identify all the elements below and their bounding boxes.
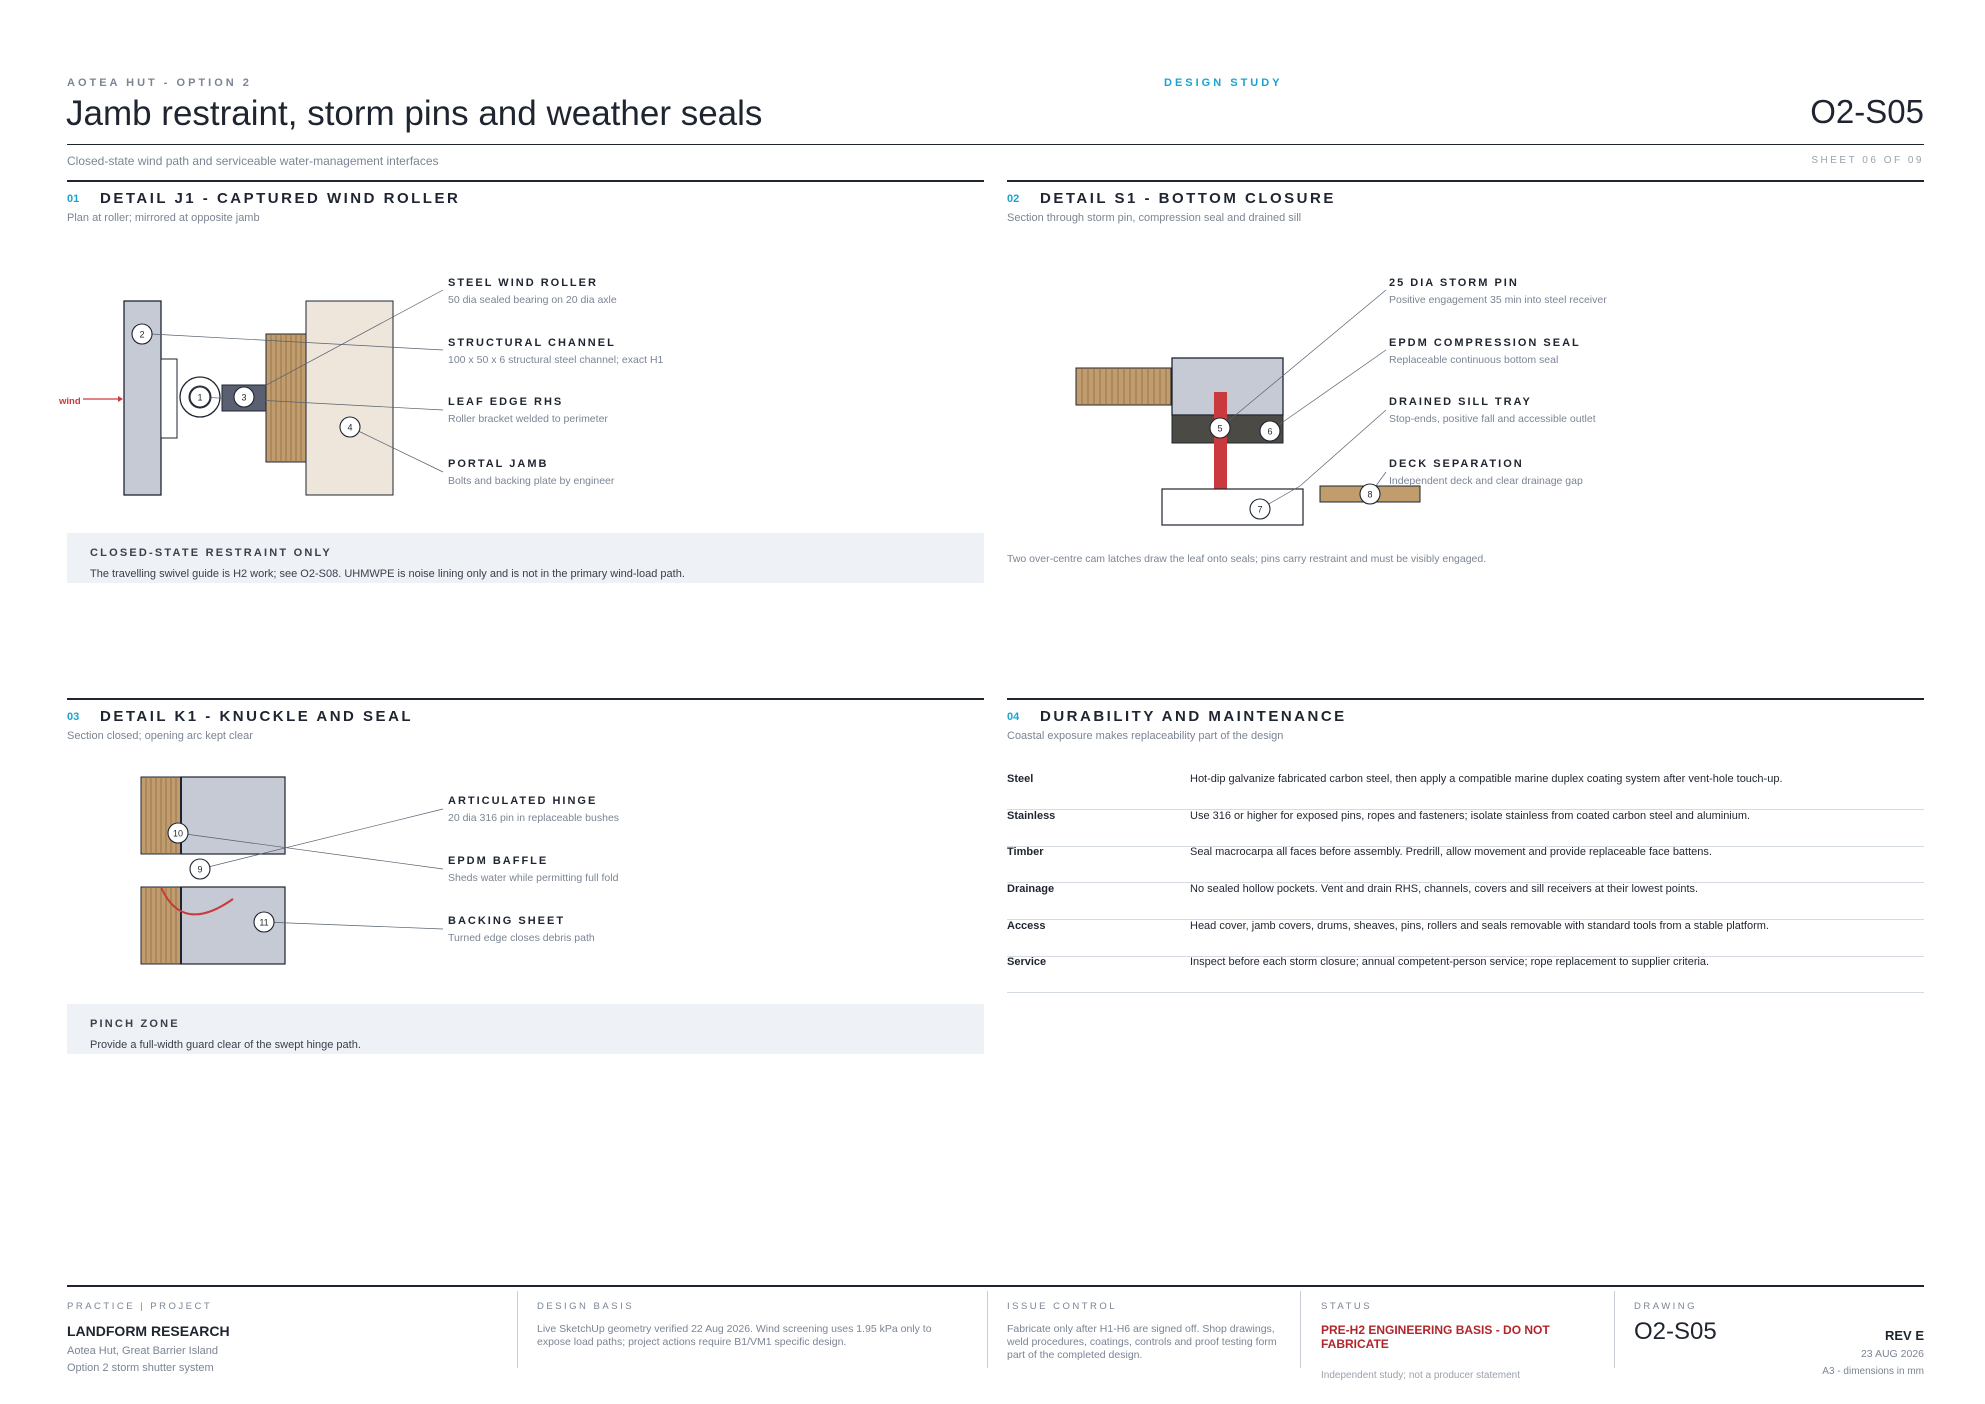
durability-text: No sealed hollow pockets. Vent and drain RHS, channels, covers and sill receivers at their lowest points. [1190,883,1699,895]
s1-sill-receiver [1162,489,1303,525]
detail-j1-drawing [83,290,443,495]
section-02-number: 02 [1007,193,1020,205]
callout-desc: Bolts and backing plate by engineer [448,475,615,487]
section-04-title: DURABILITY AND MAINTENANCE [1040,708,1347,725]
callout-desc: 20 dia 316 pin in replaceable bushes [448,812,620,824]
marker-8 [1360,484,1380,504]
marker-5 [1210,418,1230,438]
section-01-title: DETAIL J1 - CAPTURED WIND ROLLER [100,190,461,207]
drawing-number: O2-S05 [1810,93,1924,130]
marker-4 [340,417,360,437]
marker-9 [190,859,210,879]
marker-7-label: 7 [1257,504,1263,515]
callout-title: DECK SEPARATION [1389,458,1524,470]
callout-title: 25 DIA STORM PIN [1389,277,1519,289]
callout-desc: Independent deck and clear drainage gap [1389,475,1583,487]
durability-row-drainage [1007,883,1924,920]
note-text: Provide a full-width guard clear of the swept hinge path. [90,1039,361,1051]
footer-issue-control [1007,1301,1282,1362]
callout-articulated-hinge [448,795,619,824]
callout-title: BACKING SHEET [448,915,566,927]
practice-label: PRACTICE | PROJECT [67,1301,213,1312]
wind-arrow-head [118,396,123,402]
project-line-2: Option 2 storm shutter system [67,1362,214,1374]
callout-desc: 100 x 50 x 6 structural steel channel; exact H1 [448,354,664,366]
callout-title: STEEL WIND ROLLER [448,277,598,289]
durability-label: Steel [1007,773,1034,785]
issue-label: ISSUE CONTROL [1007,1301,1118,1312]
footer-rule [67,1285,1924,1287]
marker-3 [234,387,254,407]
section-04-number: 04 [1007,711,1020,723]
drawing-label: DRAWING [1634,1301,1698,1312]
durability-text: Use 316 or higher for exposed pins, ropes and fasteners; isolate stainless from coated carbon steel and aluminium. [1190,810,1751,822]
footer-revision [1822,1328,1924,1377]
callout-leaf-edge-rhs [448,396,608,425]
marker-9-label: 9 [197,864,203,875]
section-02-title: DETAIL S1 - BOTTOM CLOSURE [1040,190,1336,207]
project-line-1: Aotea Hut, Great Barrier Island [67,1345,219,1357]
callout-desc: Sheds water while permitting full fold [448,872,619,884]
section-02-subtitle: Section through storm pin, compression seal and drained sill [1007,212,1302,224]
s1-caption: Two over-centre cam latches draw the leaf onto seals; pins carry restraint and must be visibly engaged. [1007,553,1487,565]
marker-3-label: 3 [241,392,247,403]
callout-title: ARTICULATED HINGE [448,795,598,807]
callout-title: STRUCTURAL CHANNEL [448,337,616,349]
marker-11 [254,912,274,932]
callout-desc: Positive engagement 35 min into steel receiver [1389,294,1607,306]
callout-deck-separation [1389,458,1583,487]
marker-4-label: 4 [347,422,353,433]
section-01-number: 01 [67,193,80,205]
project-eyebrow: AOTEA HUT - OPTION 2 [67,77,252,89]
note-title: CLOSED-STATE RESTRAINT ONLY [90,547,332,559]
sheet-count: SHEET 06 OF 09 [1811,155,1924,166]
footer-divider [1614,1291,1615,1368]
marker-6-label: 6 [1267,426,1273,437]
section-02-rule [1007,180,1924,182]
durability-label: Drainage [1007,883,1055,895]
basis-text: Live SketchUp geometry verified 22 Aug 2026. Wind screening uses 1.95 kPa only to expose load paths; project actions require B1/VM1 specific design. [537,1323,932,1348]
marker-2 [132,324,152,344]
marker-7 [1250,499,1270,519]
callout-desc: Replaceable continuous bottom seal [1389,354,1559,366]
durability-text: Hot-dip galvanize fabricated carbon steel, then apply a compatible marine duplex coating system after vent-hole touch-up. [1190,773,1783,785]
callout-drained-sill-tray [1389,396,1596,425]
page-title: Jamb restraint, storm pins and weather seals [66,94,763,133]
callout-desc: Stop-ends, positive fall and accessible outlet [1389,413,1596,425]
section-03-rule [67,698,984,700]
status-text: PRE-H2 ENGINEERING BASIS - DO NOT FABRICATE [1321,1323,1550,1351]
callout-backing-sheet [448,915,595,944]
note-title: PINCH ZONE [90,1018,180,1030]
callout-title: DRAINED SILL TRAY [1389,396,1532,408]
durability-text: Seal macrocarpa all faces before assembly. Predrill, allow movement and provide replaceable face battens. [1190,846,1712,858]
s1-storm-pin [1214,392,1227,489]
callout-epdm-baffle [448,855,618,884]
leaf-edge-cap [161,359,177,438]
marker-1-label: 1 [197,392,203,403]
durability-row-timber [1007,846,1924,883]
paper-size: A3 - dimensions in mm [1822,1366,1924,1377]
footer-drawing-number: O2-S05 [1634,1318,1717,1345]
marker-1 [190,387,210,407]
durability-text: Inspect before each storm closure; annual competent-person service; rope replacement to supplier criteria. [1190,956,1710,968]
section-03-title: DETAIL K1 - KNUCKLE AND SEAL [100,708,414,725]
callout-structural-channel [448,337,663,366]
durability-label: Stainless [1007,810,1056,822]
callout-title: PORTAL JAMB [448,458,549,470]
marker-11-label: 11 [259,917,269,928]
footer-divider [987,1291,988,1368]
durability-label: Access [1007,920,1046,932]
durability-text: Head cover, jamb covers, drums, sheaves, pins, rollers and seals removable with standard tools from a stable platform. [1190,920,1769,932]
durability-row-stainless [1007,810,1924,847]
durability-label: Timber [1007,846,1044,858]
marker-8-label: 8 [1367,489,1373,500]
basis-label: DESIGN BASIS [537,1301,635,1312]
footer-divider [1300,1291,1301,1368]
marker-6 [1260,421,1280,441]
callout-desc: 50 dia sealed bearing on 20 dia axle [448,294,617,306]
section-04-subtitle: Coastal exposure makes replaceability part of the design [1007,730,1284,742]
note-pinch-zone [67,1004,984,1054]
marker-10 [168,823,188,843]
marker-5-label: 5 [1217,423,1223,434]
footer-design-basis [537,1301,937,1349]
revision: REV E [1884,1328,1924,1343]
status-label: STATUS [1321,1301,1373,1312]
callout-title: EPDM COMPRESSION SEAL [1389,337,1581,349]
study-tag: DESIGN STUDY [1164,77,1283,89]
callout-desc: Turned edge closes debris path [448,932,595,944]
footer-status [1321,1301,1571,1381]
portal-jamb [306,301,393,495]
marker-2-label: 2 [139,329,145,340]
durability-row-steel [1007,773,1924,810]
detail-k1-drawing [141,777,443,964]
footer-drawing [1634,1301,1717,1346]
status-note: Independent study; not a producer statement [1321,1370,1521,1381]
callout-storm-pin [1389,277,1607,306]
issue-date: 23 AUG 2026 [1860,1348,1924,1360]
section-04-rule [1007,698,1924,700]
marker-10-label: 10 [172,828,184,839]
s1-leaf-bottom [1172,358,1283,415]
footer-practice [67,1301,230,1374]
s1-timber-beam [1076,368,1171,405]
callout-title: LEAF EDGE RHS [448,396,564,408]
footer-divider [517,1291,518,1368]
page-subtitle: Closed-state wind path and serviceable water-management interfaces [67,154,439,168]
wind-label: wind [59,396,81,407]
callout-steel-wind-roller [448,277,617,306]
practice-name: LANDFORM RESEARCH [67,1323,230,1339]
note-closed-state-restraint [67,533,984,583]
durability-label: Service [1007,956,1047,968]
note-text: The travelling swivel guide is H2 work; see O2-S08. UHMWPE is noise lining only and is not in the primary wind-load path. [90,568,685,580]
callout-epdm-compression-seal [1389,337,1581,366]
k1-upper-leaf [181,777,285,854]
issue-text: Fabricate only after H1-H6 are signed off. Shop drawings, weld procedures, coatings, controls and proof testing form part of the completed design. [1007,1323,1277,1361]
callout-desc: Roller bracket welded to perimeter [448,413,608,425]
callout-title: EPDM BAFFLE [448,855,549,867]
section-03-number: 03 [67,711,80,723]
section-01-subtitle: Plan at roller; mirrored at opposite jamb [67,212,260,224]
callout-portal-jamb [448,458,614,487]
section-03-subtitle: Section closed; opening arc kept clear [67,730,253,742]
durability-row-service [1007,956,1924,993]
durability-row-access [1007,920,1924,957]
